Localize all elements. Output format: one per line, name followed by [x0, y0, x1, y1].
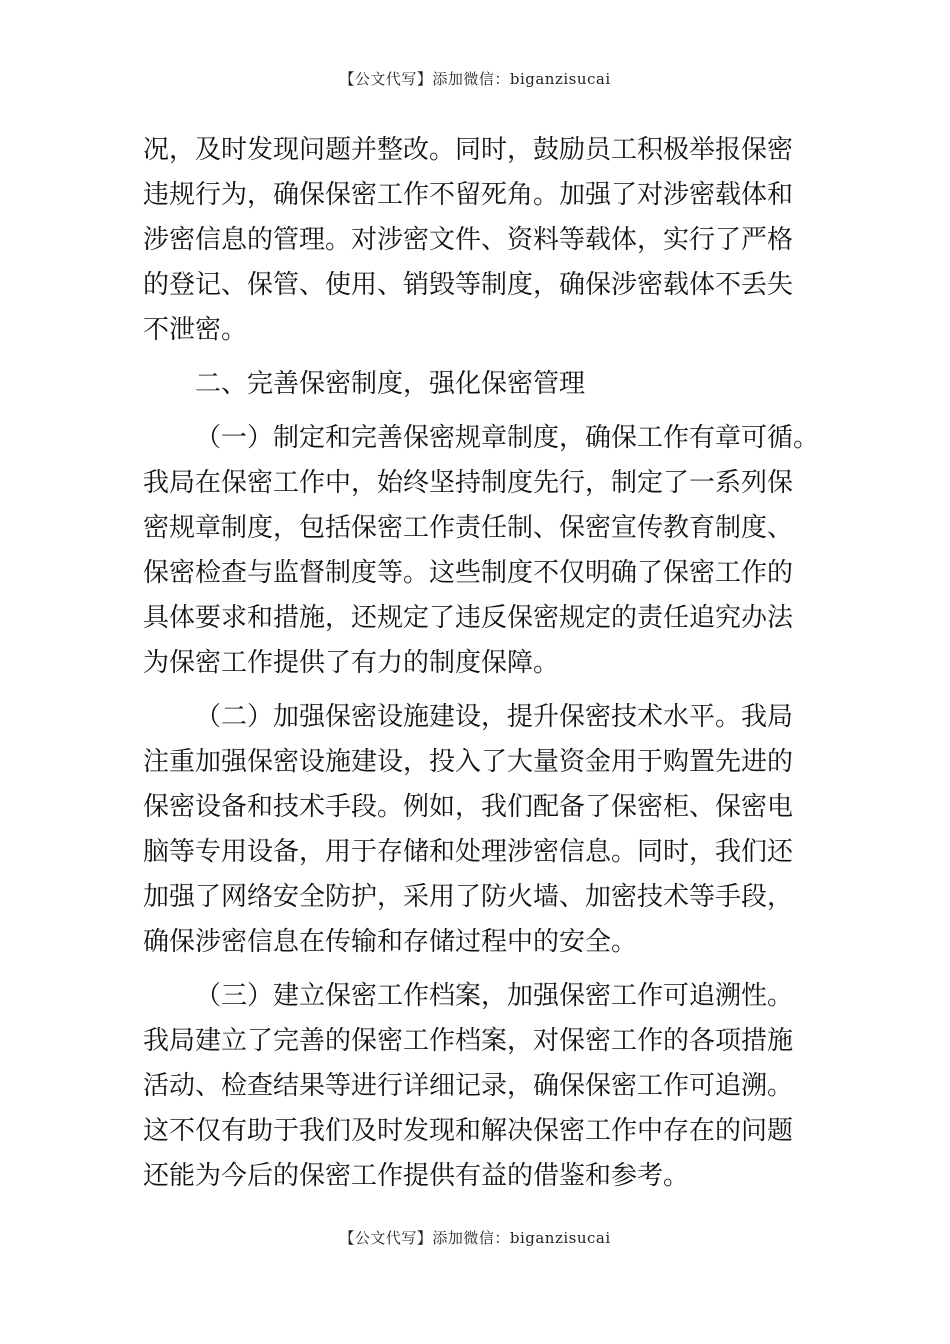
text-line: 确保涉密信息在传输和存储过程中的安全。 [143, 927, 638, 957]
text-line: 这不仅有助于我们及时发现和解决保密工作中存在的问题 [143, 1116, 794, 1146]
text-line: 还能为今后的保密工作提供有益的借鉴和参考。 [143, 1161, 690, 1191]
text-line: 违规行为，确保保密工作不留死角。加强了对涉密载体和 [143, 180, 794, 210]
text-line: 加强了网络安全防护，采用了防火墙、加密技术等手段， [143, 882, 794, 912]
text-line: 涉密信息的管理。对涉密文件、资料等载体，实行了严格 [143, 225, 794, 255]
paragraph-1 [143, 416, 820, 686]
text-line: （三）建立保密工作档案，加强保密工作可追溯性。 [195, 981, 794, 1011]
page-header: 【公文代写】添加微信：biganzisucai [339, 70, 611, 88]
document-body [143, 128, 820, 1199]
text-line: 为保密工作提供了有力的制度保障。 [143, 648, 560, 678]
text-line: 具体要求和措施，还规定了违反保密规定的责任追究办法 [143, 603, 794, 633]
text-line: 脑等专用设备，用于存储和处理涉密信息。同时，我们还 [143, 837, 794, 867]
text-line: 我局建立了完善的保密工作档案，对保密工作的各项措施 [143, 1026, 794, 1056]
text-line: 保密检查与监督制度等。这些制度不仅明确了保密工作的 [143, 558, 794, 588]
paragraph-continuation [143, 128, 813, 353]
text-line: 密规章制度，包括保密工作责任制、保密宣传教育制度、 [143, 513, 794, 543]
text-line: （一）制定和完善保密规章制度，确保工作有章可循。 [195, 423, 820, 453]
paragraph-2 [143, 695, 813, 965]
heading-line: 二、完善保密制度，强化保密管理 [195, 369, 586, 399]
text-line: 活动、检查结果等进行详细记录，确保保密工作可追溯。 [143, 1071, 794, 1101]
text-line: 不泄密。 [143, 315, 248, 345]
text-line: 保密设备和技术手段。例如，我们配备了保密柜、保密电 [143, 792, 794, 822]
text-line: 况，及时发现问题并整改。同时，鼓励员工积极举报保密 [143, 135, 794, 165]
section-heading [143, 362, 813, 407]
text-line: 我局在保密工作中，始终坚持制度先行，制定了一系列保 [143, 468, 794, 498]
text-line: 注重加强保密设施建设，投入了大量资金用于购置先进的 [143, 747, 794, 777]
page-footer: 【公文代写】添加微信：biganzisucai [339, 1229, 611, 1247]
text-line: 的登记、保管、使用、销毁等制度，确保涉密载体不丢失 [143, 270, 794, 300]
paragraph-3 [143, 974, 813, 1199]
text-line: （二）加强保密设施建设，提升保密技术水平。我局 [195, 702, 794, 732]
